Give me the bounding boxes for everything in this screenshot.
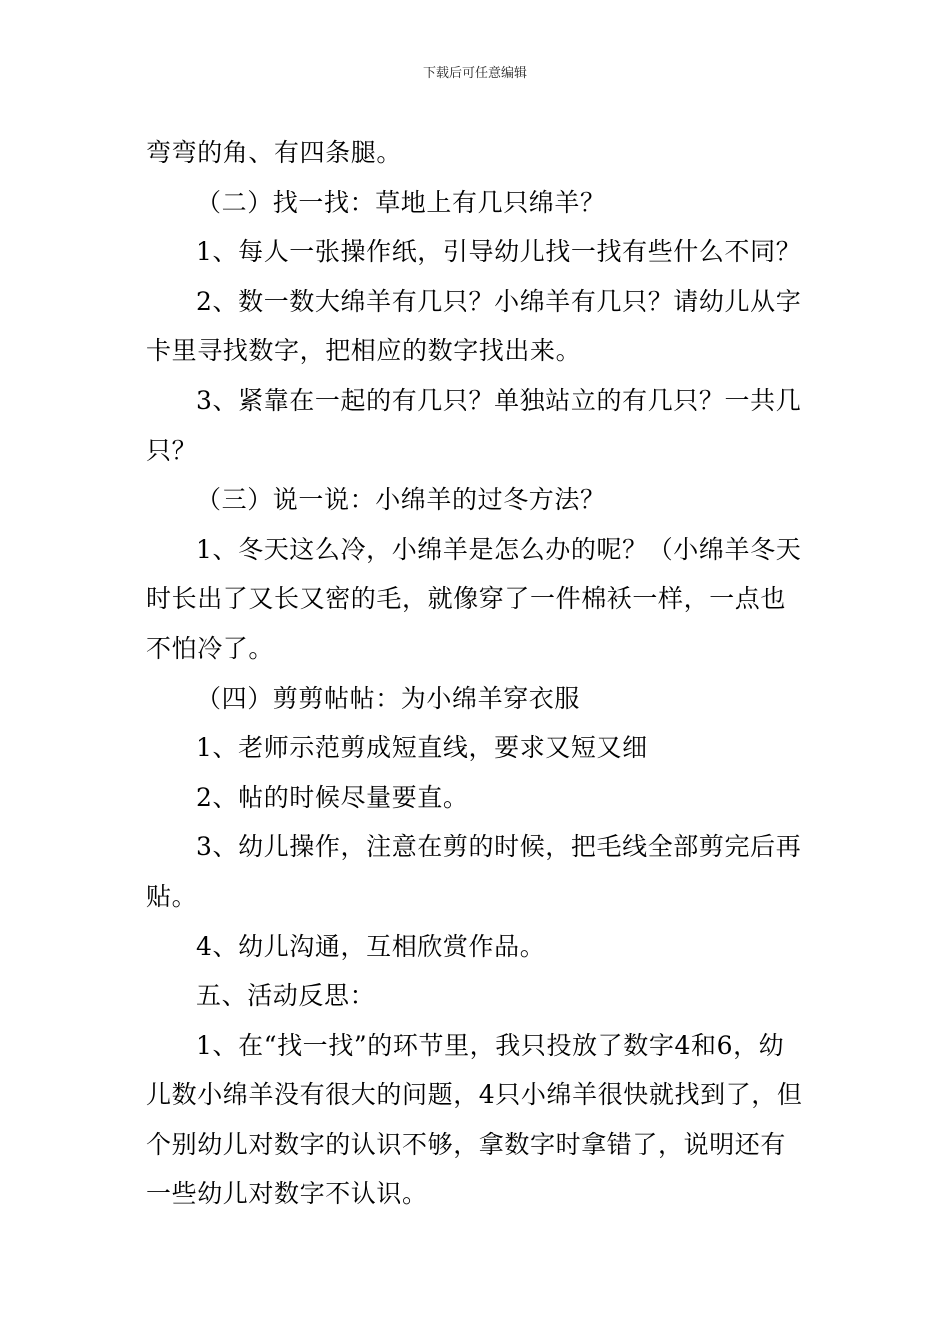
- paragraph-9: 1、老师示范剪成短直线，要求又短又细: [196, 733, 648, 763]
- paragraph-5: 3、紧靠在一起的有几只？单独站立的有几只？一共几只？: [146, 385, 802, 465]
- paragraph-10: 2、帖的时候尽量要直。: [196, 782, 469, 812]
- paragraph-1: 弯弯的角、有四条腿。: [146, 138, 403, 167]
- paragraph-14: 1、在“找一找”的环节里，我只投放了数字4和6，幼儿数小绵羊没有很大的问题，4只小绵羊很快就找到了，但个别幼儿对数字的认识不够，拿数字时拿错了，说明还有一些幼儿对数字不认识。: [146, 1030, 803, 1209]
- paragraph-13: 五、活动反思：: [196, 981, 376, 1011]
- page-header: 下载后可任意编辑: [422, 66, 527, 81]
- paragraph-6: （三）说一说：小绵羊的过冬方法？: [196, 485, 606, 515]
- paragraph-11: 3、幼儿操作，注意在剪的时候，把毛线全部剪完后再贴。: [146, 832, 802, 911]
- document-body: [146, 128, 808, 1219]
- paragraph-8: （四）剪剪帖帖：为小绵羊穿衣服: [196, 683, 581, 713]
- paragraph-12: 4、幼儿沟通，互相欣赏作品。: [196, 931, 546, 961]
- paragraph-2: （二）找一找：草地上有几只绵羊？: [196, 187, 606, 217]
- paragraph-3: 1、每人一张操作纸，引导幼儿找一找有些什么不同？: [196, 237, 802, 267]
- paragraph-7: 1、冬天这么冷，小绵羊是怎么办的呢？（小绵羊冬天时长出了又长又密的毛，就像穿了一件棉袄一样，一点也不怕冷了。: [146, 534, 802, 663]
- paragraph-4: 2、数一数大绵羊有几只？小绵羊有几只？请幼儿从字卡里寻找数字，把相应的数字找出来。: [146, 286, 802, 366]
